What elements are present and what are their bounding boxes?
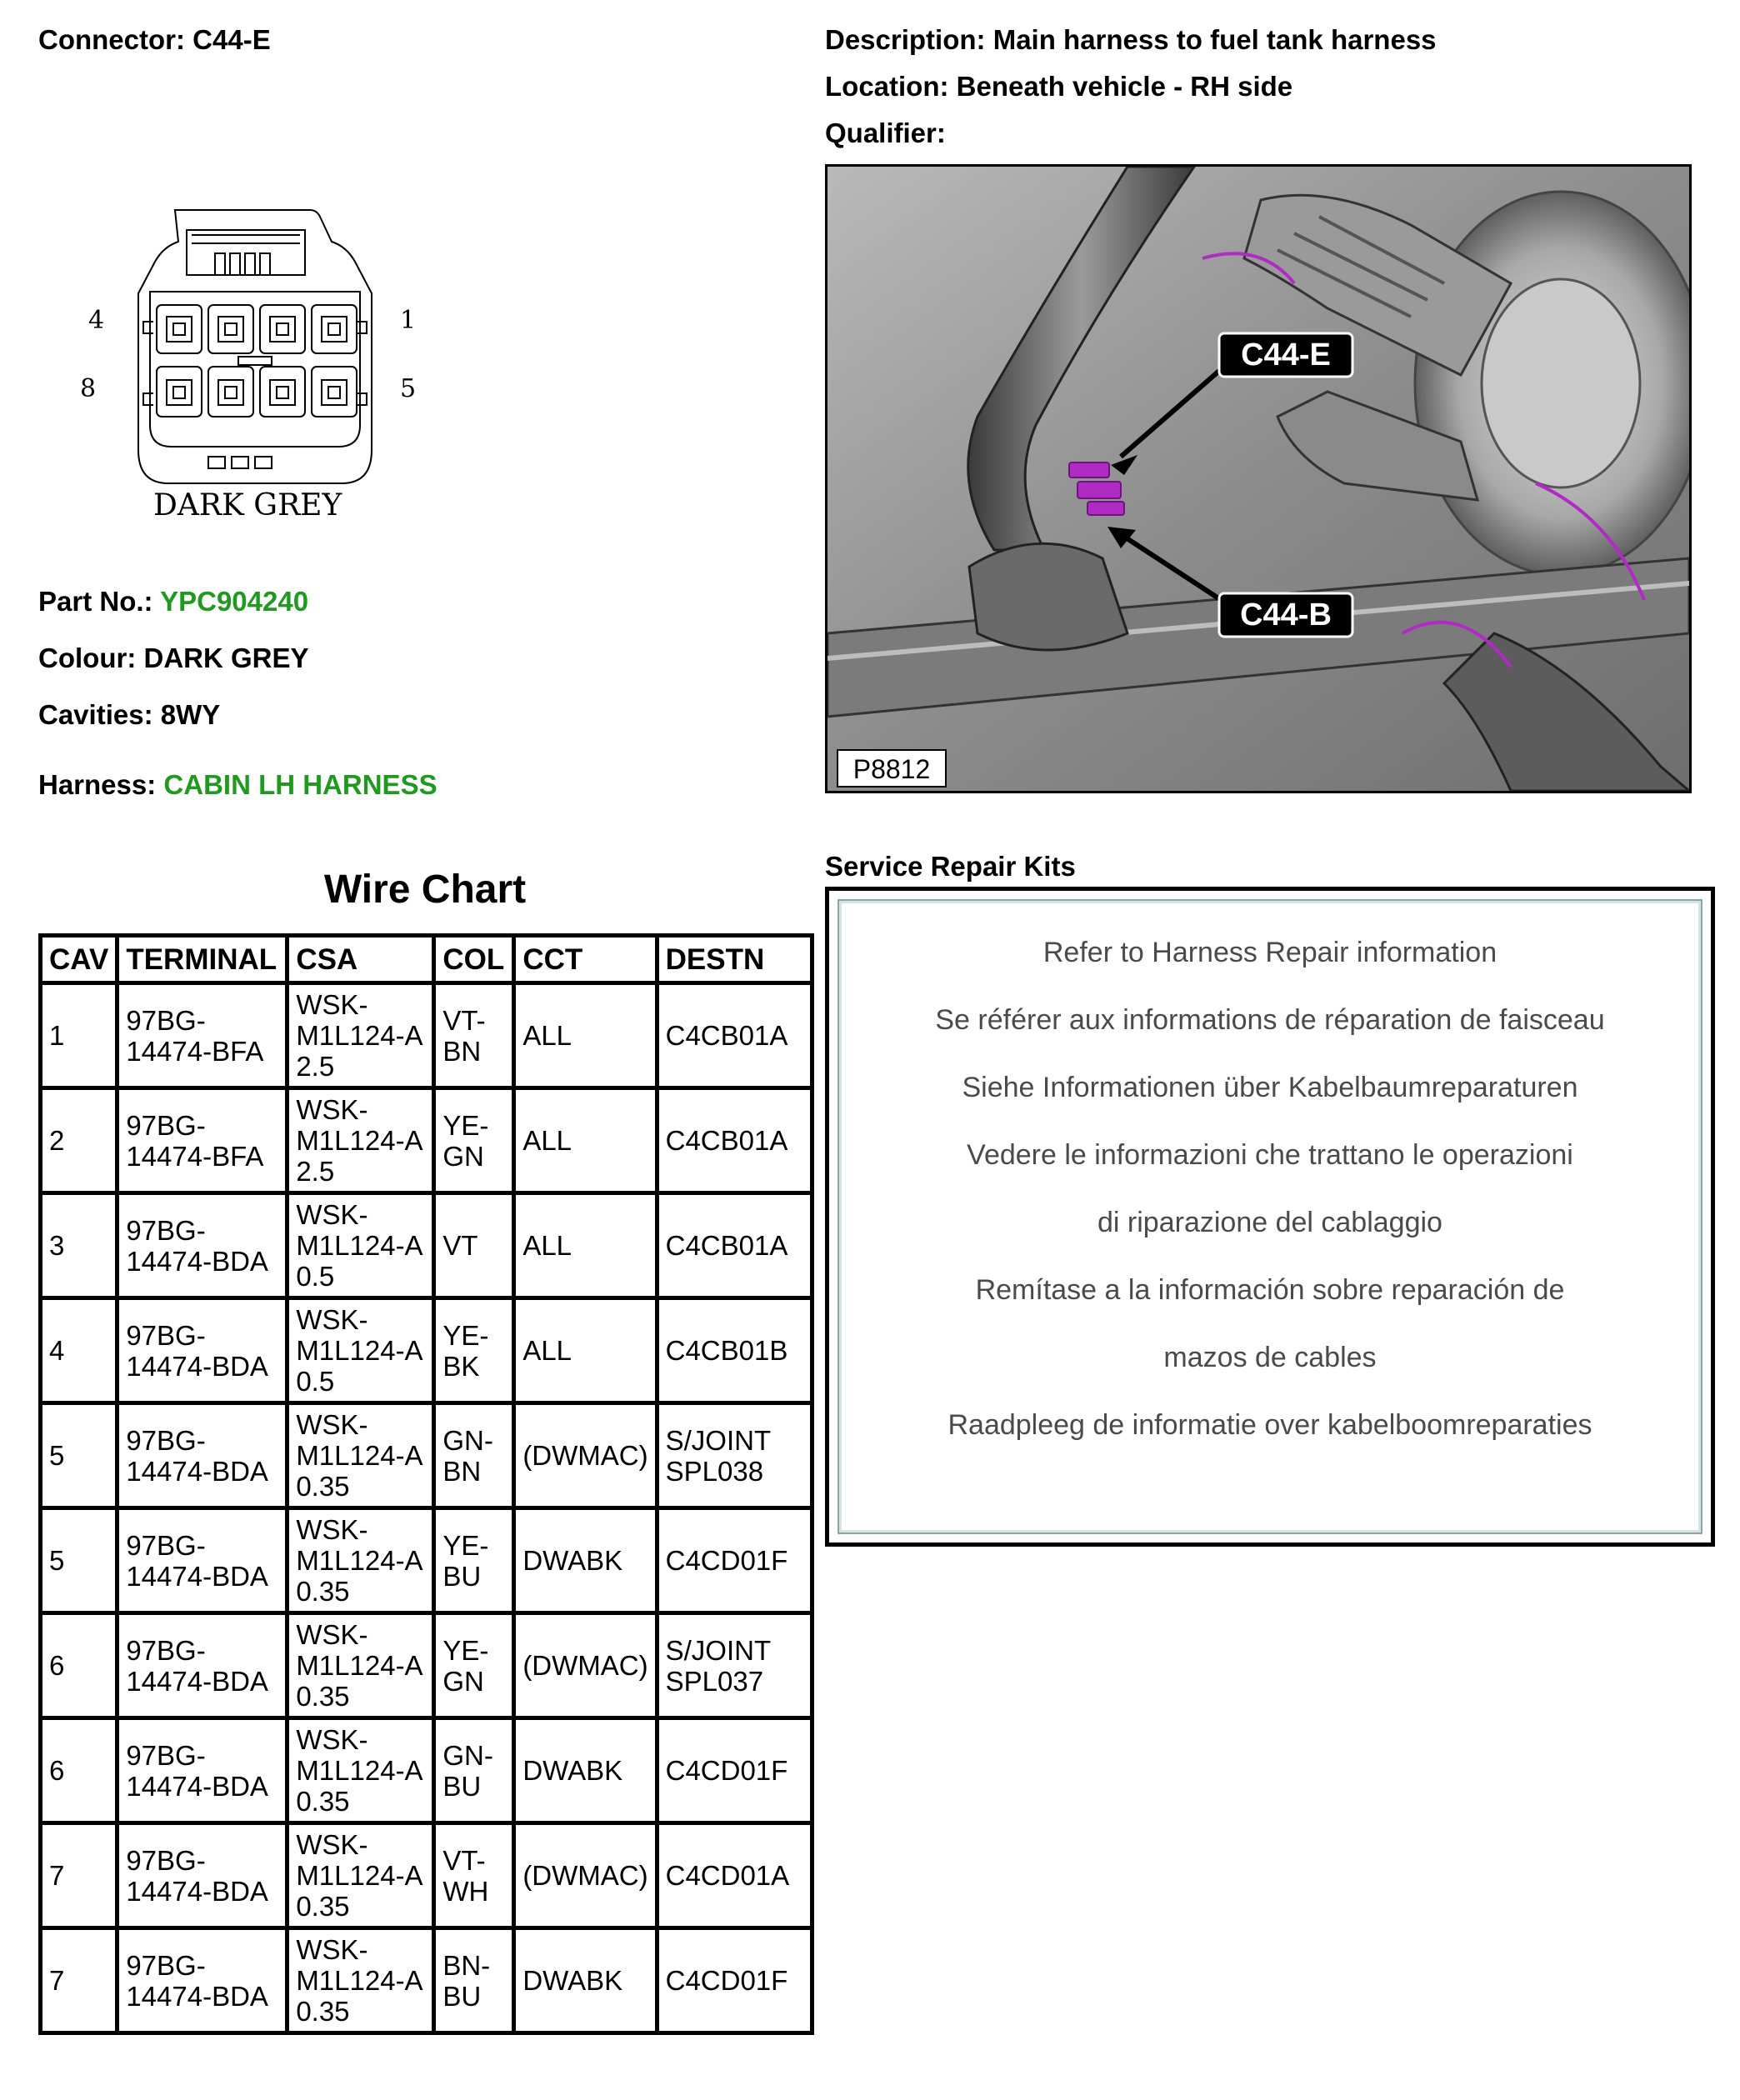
pin-label-1: 1 — [400, 306, 417, 335]
qualifier-label: Qualifier: — [825, 118, 946, 148]
cell-csa: WSK- M1L124-A 0.35 — [288, 1403, 434, 1508]
connector-colour-caption: DARK GREY — [153, 488, 342, 522]
cell-csa: WSK- M1L124-A 0.35 — [288, 1508, 434, 1613]
service-kit-line: di riparazione del cablaggio — [1098, 1207, 1442, 1238]
connector-label: Connector: — [38, 24, 185, 55]
cell-cav: 7 — [41, 1928, 118, 2033]
connector-location-photo — [825, 164, 1692, 793]
cell-cct: DWABK — [514, 1508, 657, 1613]
cell-cct: DWABK — [514, 1928, 657, 2033]
cell-col: YE- BU — [434, 1508, 514, 1613]
wire-chart-row — [41, 1088, 812, 1193]
cell-terminal: 97BG- 14474-BDA — [118, 1193, 288, 1298]
col-header-csa: CSA — [288, 936, 434, 983]
wire-chart-header-row — [41, 936, 812, 983]
wire-chart-row — [41, 1718, 812, 1823]
cell-col: BN- BU — [434, 1928, 514, 2033]
cell-destn: C4CB01A — [657, 1193, 812, 1298]
cell-col: GN- BU — [434, 1718, 514, 1823]
cavities-line — [38, 698, 220, 732]
col-header-col: COL — [434, 936, 514, 983]
cell-cav: 1 — [41, 983, 118, 1088]
cell-destn: C4CB01A — [657, 983, 812, 1088]
cell-cav: 5 — [41, 1508, 118, 1613]
pin-label-5: 5 — [400, 374, 417, 403]
wire-chart-row — [41, 1613, 812, 1718]
cell-csa: WSK- M1L124-A 0.35 — [288, 1613, 434, 1718]
service-kit-line: Raadpleeg de informatie over kabelboomreparaties — [948, 1409, 1592, 1441]
description-line — [825, 23, 1437, 57]
col-header-terminal: TERMINAL — [118, 936, 288, 983]
col-header-cav: CAV — [41, 936, 118, 983]
cell-cav: 5 — [41, 1403, 118, 1508]
location-label: Location: — [825, 71, 949, 102]
cell-cav: 2 — [41, 1088, 118, 1193]
description-value: Main harness to fuel tank harness — [992, 24, 1437, 55]
cell-destn: C4CD01F — [657, 1928, 812, 2033]
cell-cct: (DWMAC) — [514, 1403, 657, 1508]
cell-cct: ALL — [514, 1088, 657, 1193]
cell-cav: 6 — [41, 1718, 118, 1823]
wire-chart-row — [41, 1193, 812, 1298]
wire-chart-row — [41, 1298, 812, 1403]
callout-c44-b: C44-B — [1240, 598, 1332, 632]
cell-cct: ALL — [514, 1298, 657, 1403]
cell-col: GN- BN — [434, 1403, 514, 1508]
location-value: Beneath vehicle - RH side — [956, 71, 1293, 102]
wire-chart-table — [38, 933, 814, 2035]
colour-label: Colour: — [38, 642, 137, 673]
cell-col: YE- BK — [434, 1298, 514, 1403]
part-number-line — [38, 585, 308, 618]
cell-terminal: 97BG- 14474-BDA — [118, 1613, 288, 1718]
cell-cct: (DWMAC) — [514, 1823, 657, 1928]
wire-chart-title: Wire Chart — [323, 868, 527, 912]
part-number-label: Part No.: — [38, 586, 153, 617]
connector-value: C44-E — [192, 24, 271, 55]
wire-chart-row — [41, 1928, 812, 2033]
cell-terminal: 97BG- 14474-BFA — [118, 1088, 288, 1193]
part-number-link[interactable]: YPC904240 — [160, 586, 309, 617]
cell-cav: 6 — [41, 1613, 118, 1718]
cell-csa: WSK- M1L124-A 0.5 — [288, 1298, 434, 1403]
description-label: Description: — [825, 24, 986, 55]
wire-chart-row — [41, 1403, 812, 1508]
cell-cct: ALL — [514, 983, 657, 1088]
col-header-cct: CCT — [514, 936, 657, 983]
cell-col: VT- BN — [434, 983, 514, 1088]
cell-csa: WSK- M1L124-A 2.5 — [288, 1088, 434, 1193]
cell-terminal: 97BG- 14474-BDA — [118, 1928, 288, 2033]
service-kit-line: Remítase a la información sobre reparación de — [975, 1274, 1565, 1306]
cell-destn: C4CB01A — [657, 1088, 812, 1193]
cell-csa: WSK- M1L124-A 0.35 — [288, 1718, 434, 1823]
service-kit-line: mazos de cables — [1163, 1342, 1377, 1373]
service-kit-line: Refer to Harness Repair information — [1042, 937, 1498, 968]
cell-csa: WSK- M1L124-A 0.5 — [288, 1193, 434, 1298]
cell-destn: C4CD01F — [657, 1508, 812, 1613]
wire-chart-row — [41, 1508, 812, 1613]
cell-terminal: 97BG- 14474-BDA — [118, 1298, 288, 1403]
cavities-label: Cavities: — [38, 699, 153, 730]
colour-value: DARK GREY — [143, 642, 309, 673]
cell-terminal: 97BG- 14474-BDA — [118, 1403, 288, 1508]
cell-csa: WSK- M1L124-A 2.5 — [288, 983, 434, 1088]
colour-line — [38, 642, 309, 675]
cavities-value: 8WY — [160, 699, 221, 730]
cell-destn: C4CB01B — [657, 1298, 812, 1403]
figure-id: P8812 — [852, 754, 931, 784]
cell-cct: (DWMAC) — [514, 1613, 657, 1718]
pin-label-4: 4 — [88, 306, 105, 335]
cell-col: YE- GN — [434, 1088, 514, 1193]
cell-col: VT — [434, 1193, 514, 1298]
cell-cav: 7 — [41, 1823, 118, 1928]
service-kit-line: Se référer aux informations de réparation de faisceau — [935, 1004, 1605, 1036]
cell-csa: WSK- M1L124-A 0.35 — [288, 1928, 434, 2033]
cell-cct: ALL — [514, 1193, 657, 1298]
col-header-destn: DESTN — [657, 936, 812, 983]
cell-destn: S/JOINT SPL037 — [657, 1613, 812, 1718]
callout-c44-e: C44-E — [1241, 338, 1331, 372]
service-repair-kits-panel — [825, 887, 1715, 1547]
cell-destn: S/JOINT SPL038 — [657, 1403, 812, 1508]
cell-terminal: 97BG- 14474-BDA — [118, 1508, 288, 1613]
connector-line — [38, 23, 271, 57]
pin-label-8: 8 — [80, 374, 97, 403]
cell-cav: 4 — [41, 1298, 118, 1403]
cell-destn: C4CD01A — [657, 1823, 812, 1928]
service-kit-line: Vedere le informazioni che trattano le operazioni — [967, 1139, 1573, 1171]
cell-terminal: 97BG- 14474-BFA — [118, 983, 288, 1088]
cell-terminal: 97BG- 14474-BDA — [118, 1823, 288, 1928]
harness-label: Harness: — [38, 769, 157, 800]
cell-terminal: 97BG- 14474-BDA — [118, 1718, 288, 1823]
location-line — [825, 70, 1292, 103]
cell-cct: DWABK — [514, 1718, 657, 1823]
cell-col: YE- GN — [434, 1613, 514, 1718]
service-kit-line: Siehe Informationen über Kabelbaumreparaturen — [962, 1072, 1578, 1103]
cell-col: VT- WH — [434, 1823, 514, 1928]
cell-destn: C4CD01F — [657, 1718, 812, 1823]
wire-chart-row — [41, 1823, 812, 1928]
harness-link[interactable]: CABIN LH HARNESS — [163, 769, 438, 800]
connector-face-diagram — [67, 200, 450, 533]
wire-chart-row — [41, 983, 812, 1088]
service-repair-kits-title: Service Repair Kits — [825, 851, 1076, 882]
cell-cav: 3 — [41, 1193, 118, 1298]
harness-line — [38, 768, 438, 802]
cell-csa: WSK- M1L124-A 0.35 — [288, 1823, 434, 1928]
vehicle-underside-illustration — [828, 167, 1689, 791]
